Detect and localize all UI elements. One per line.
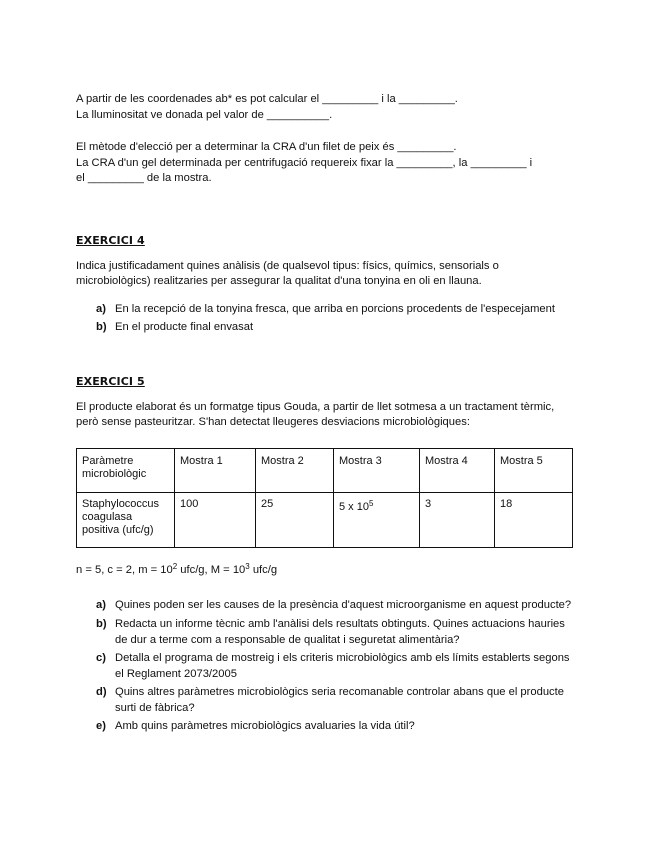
- table-header-cell: Mostra 3: [334, 448, 420, 492]
- item-text: En la recepció de la tonyina fresca, que arriba en porcions procedents de l'especejament: [115, 302, 555, 315]
- item-letter: b): [96, 321, 107, 334]
- intro-line-5: el _________ de la mostra.: [76, 172, 212, 185]
- exercise-4-text: Indica justificadament quines anàlisis (de qualsevol tipus: físics, químics, sensorials o microbiològics) realitzaries per assegurar la qualitat d'una tonyina en oli en llauna.: [76, 259, 499, 288]
- item-text: Detalla el programa de mostreig i els criteris microbiològics amb els límits establerts segons el Reglament 2073/2005: [115, 652, 570, 680]
- list-item: [76, 685, 576, 716]
- table-header-cell: Mostra 5: [495, 448, 573, 492]
- table-cell: 25: [256, 492, 334, 547]
- intro-line-4: La CRA d'un gel determinada per centrifugació requereix fixar la _________, la _________ i: [76, 156, 533, 169]
- list-item: [76, 719, 576, 735]
- item-letter: a): [96, 599, 106, 612]
- table-cell: 3: [420, 492, 495, 547]
- item-text: Quins altres paràmetres microbiològics seria recomanable controlar abans que el producte surti de fàbrica?: [115, 686, 564, 714]
- cell-exponent: 5: [368, 498, 374, 508]
- item-text: Quines poden ser les causes de la presència d'aquest microorganisme en aquest producte?: [115, 599, 572, 612]
- item-letter: d): [96, 686, 107, 699]
- item-letter: a): [96, 302, 106, 315]
- exercise-4-title: EXERCICI 4: [76, 233, 145, 247]
- list-item: [76, 320, 576, 336]
- table-header-cell: Mostra 4: [420, 448, 495, 492]
- table-cell: 100: [175, 492, 256, 547]
- intro-block: [76, 92, 576, 187]
- list-item: [76, 598, 576, 614]
- list-item: [76, 302, 576, 318]
- table-header-row: [77, 448, 573, 492]
- exercise-4-questions: [76, 302, 576, 336]
- item-letter: e): [96, 720, 106, 733]
- sampling-criteria: [76, 563, 576, 579]
- table-row-label: Staphylococcus coagulasa positiva (ufc/g): [77, 492, 175, 547]
- exercise-4: [76, 233, 576, 336]
- criteria-m-exponent: 2: [172, 561, 178, 571]
- item-text: En el producte final envasat: [115, 321, 254, 334]
- item-letter: b): [96, 617, 107, 630]
- table-header-cell: Mostra 2: [256, 448, 334, 492]
- exercise-5-text: El producte elaborat és un formatge tipus Gouda, a partir de llet sotmesa a un tractament tèrmic, però sense pasteuritzar. S'han detectat lleugeres desviacions microbiològiques:: [76, 400, 555, 429]
- criteria-M-exponent: 3: [245, 561, 250, 571]
- table-row: [77, 492, 573, 547]
- exercise-5-questions: [76, 598, 576, 735]
- table-cell: [334, 492, 420, 547]
- item-text: Amb quins paràmetres microbiològics avaluaries la vida útil?: [115, 720, 415, 733]
- criteria-prefix: n = 5, c = 2, m = 10: [76, 563, 173, 576]
- list-item: [76, 651, 576, 682]
- table-cell: 18: [495, 492, 573, 547]
- document-page: [76, 92, 576, 738]
- list-item: [76, 617, 576, 648]
- table-header-cell: Mostra 1: [175, 448, 256, 492]
- item-letter: c): [96, 652, 106, 665]
- intro-line-2: La lluminositat ve donada pel valor de __________.: [76, 108, 333, 121]
- intro-line-1: A partir de les coordenades ab* es pot calcular el _________ i la _________.: [76, 93, 458, 105]
- exercise-5: [76, 374, 576, 735]
- exercise-5-title: EXERCICI 5: [76, 374, 145, 388]
- criteria-suffix: ufc/g: [249, 563, 278, 576]
- cell-value: 5 x 10: [339, 500, 369, 513]
- intro-line-3: El mètode d'elecció per a determinar la CRA d'un filet de peix és _________.: [76, 141, 457, 154]
- item-text: Redacta un informe tècnic amb l'anàlisi dels resultats obtinguts. Quines actuacions hauries de dur a terme com a responsable de qualitat i seguretat alimentària?: [115, 617, 565, 646]
- criteria-middle: ufc/g, M = 10: [177, 563, 246, 576]
- microbiology-table: [76, 448, 573, 548]
- table-header-cell: Paràmetre microbiològic: [77, 448, 175, 492]
